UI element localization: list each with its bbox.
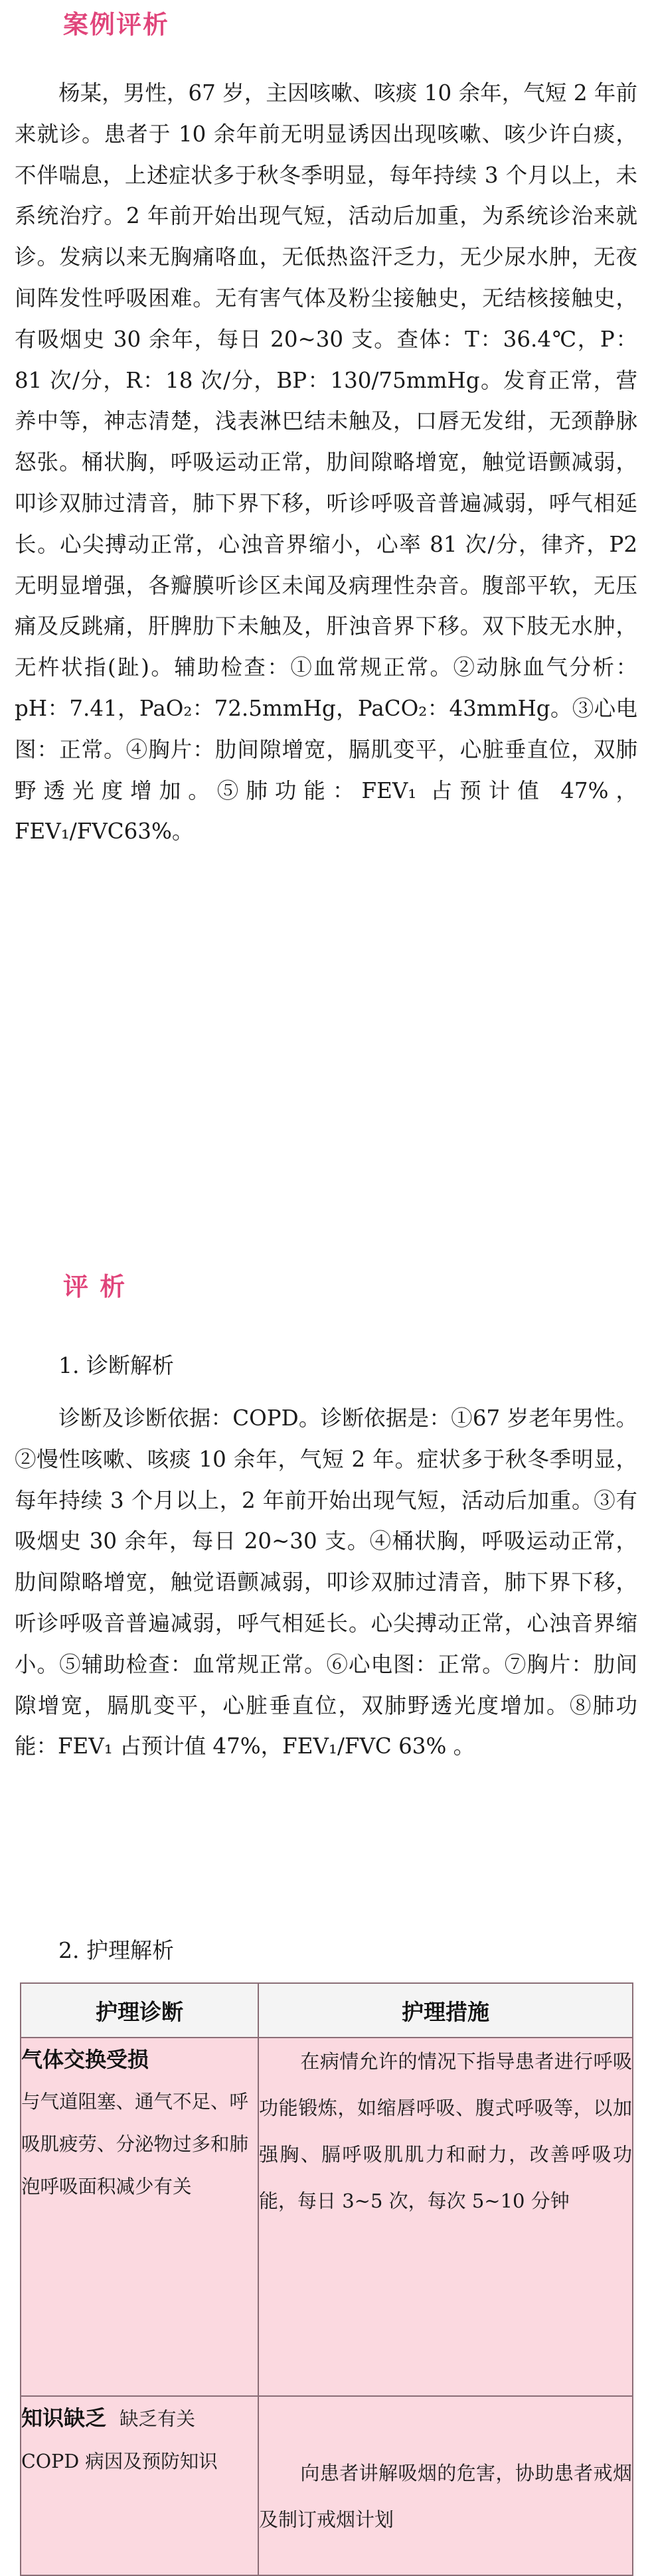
measure-text: 在病情允许的情况下指导患者进行呼吸功能锻炼，如缩唇呼吸、腹式呼吸等，以加强胸、膈呼吸肌肌力和耐力，改善呼吸功能，每日 3~5 次，每次 5~10 分钟 (259, 2050, 632, 2212)
diagnosis-paragraph-text: 诊断及诊断依据：COPD。诊断依据是：①67 岁老年男性。②慢性咳嗽、咳痰 10 余年，气短 2 年。症状多于秋冬季明显，每年持续 3 个月以上，2 年前开始出现气短，活动后加重。③有吸烟史 30 余年，每日 20~30 支。④桶状胸，呼吸运动正常，肋间隙略增宽，触觉语颤减弱，叩诊双肺过清音，肺下界下移，听诊呼吸音普遍减弱，呼气相延长。心尖搏动正常，心浊音界缩小。⑤辅助检查：血常规正常。⑥心电图：正常。⑦胸片：肋间隙增宽，膈肌变平，心脏垂直位，双肺野透光度增加。⑧肺功能：FEV₁ 占预计值 47%，FEV₁/FVC 63% 。 (15, 1406, 637, 1759)
diagnosis-cell (21, 2396, 258, 2575)
header-measure: 护理措施 (258, 1983, 633, 2038)
diagnosis-text: 与气道阻塞、通气不足、呼吸肌疲劳、分泌物过多和肺泡呼吸面积减少有关 (21, 2091, 249, 2198)
diagnosis-title: 知识缺乏 (21, 2405, 107, 2431)
measure-cell (258, 2038, 633, 2396)
nursing-heading: 2. 护理解析 (58, 1937, 174, 1963)
case-paragraph-text: 杨某，男性，67 岁，主因咳嗽、咳痰 10 余年，气短 2 年前来就诊。患者于 10 余年前无明显诱因出现咳嗽、咳少许白痰，不伴喘息，上述症状多于秋冬季明显，每年持续 3 个月以上，未系统治疗。2 年前开始出现气短，活动后加重，为系统诊治来就诊。发病以来无胸痛咯血，无低热盗汗乏力，无少尿水肿，无夜间阵发性呼吸困难。无有害气体及粉尘接触史，无结核接触史，有吸烟史 30 余年，每日 20~30 支。查体：T：36.4℃，P：81 次/分，R：18 次/分，BP：130/75mmHg。发育正常，营养中等，神志清楚，浅表淋巴结未触及，口唇无发绀，无颈静脉怒张。桶状胸，呼吸运动正常，肋间隙略增宽，触觉语颤减弱，叩诊双肺过清音，肺下界下移，听诊呼吸音普遍减弱，呼气相延长。心尖搏动正常，心浊音界缩小，心率 81 次/分，律齐，P2 无明显增强，各瓣膜听诊区未闻及病理性杂音。腹部平软，无压痛及反跳痛，肝脾肋下未触及，肝浊音界下移。双下肢无水肿，无杵状指(趾)。辅助检查：①血常规正常。②动脉血气分析：pH：7.41，PaO₂：72.5mmHg，PaCO₂：43mmHg。③心电图：正常。④胸片：肋间隙增宽，膈肌变平，心脏垂直位，双肺野透光度增加。⑤肺功能：FEV₁ 占预计值 47%，FEV₁/FVC63%。 (15, 80, 637, 845)
table-row (21, 2038, 633, 2396)
analysis-section-title: 评 析 (63, 1272, 127, 1301)
table-row (21, 2396, 633, 2575)
measure-cell (258, 2396, 633, 2575)
case-section-title: 案例评析 (63, 10, 170, 39)
measure-text: 向患者讲解吸烟的危害，协助患者戒烟及制订戒烟计划 (259, 2462, 632, 2531)
case-paragraph (15, 73, 637, 852)
diagnosis-heading: 1. 诊断解析 (58, 1352, 174, 1378)
diagnosis-paragraph (15, 1398, 637, 1767)
nursing-table (20, 1982, 633, 2576)
diagnosis-text: 缺乏有关 COPD 病因及预防知识 (21, 2408, 218, 2472)
diagnosis-title: 气体交换受损 (21, 2047, 149, 2072)
table-header-row (21, 1983, 633, 2038)
diagnosis-cell (21, 2038, 258, 2396)
header-diagnosis: 护理诊断 (21, 1983, 258, 2038)
